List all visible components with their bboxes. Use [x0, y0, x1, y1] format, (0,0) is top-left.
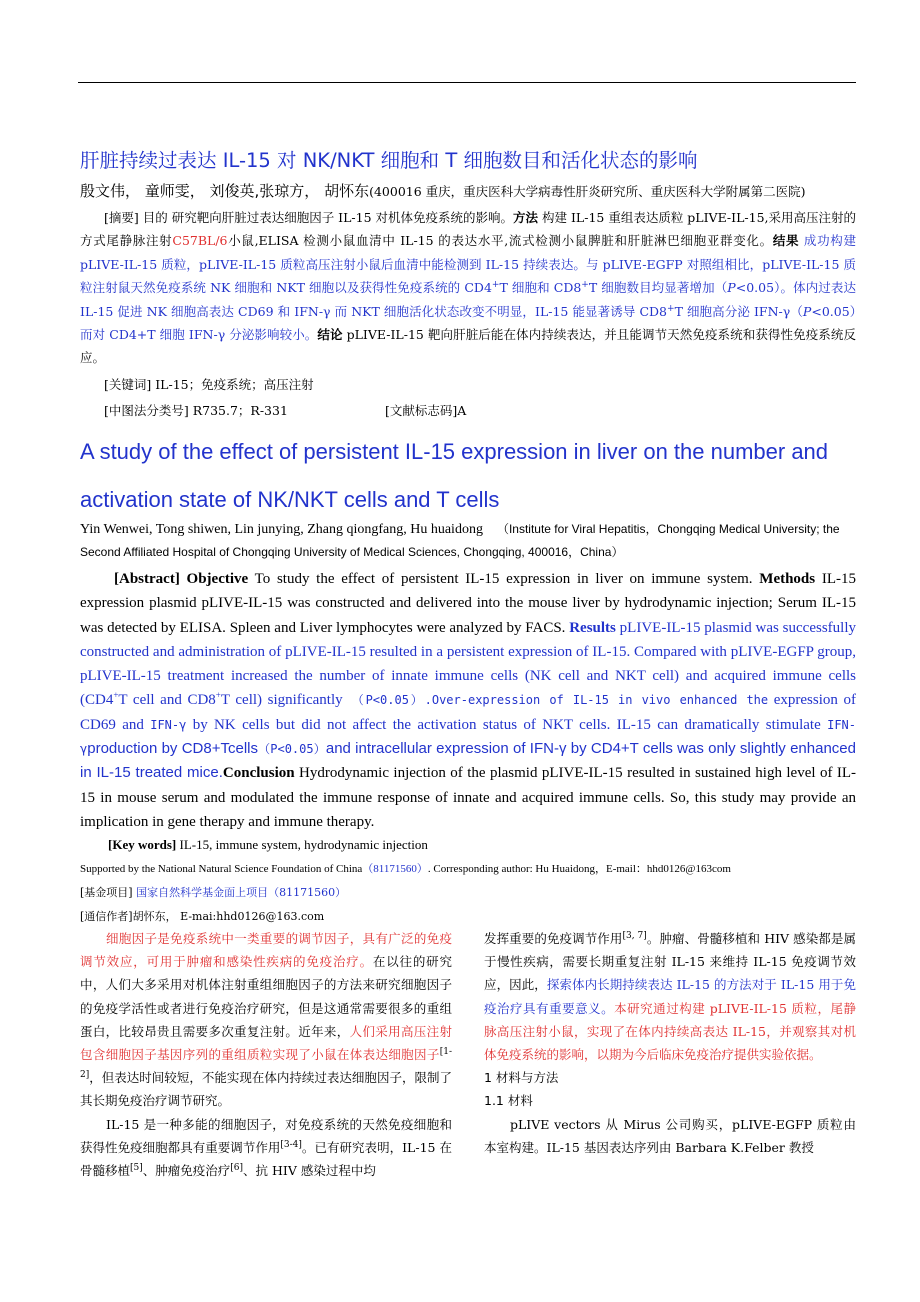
authors-english: [80, 518, 858, 564]
authors-en-names: Yin Wenwei, Tong shiwen, Lin junying, Zhang qiongfang, Hu huaidong: [80, 522, 483, 537]
support-corresponding: . Corresponding author: Hu Huaidong，E-mail：hhd0126@163com: [427, 863, 731, 875]
abstract-cn-aim: 研究靶向肝脏过表达细胞因子 IL-15 对机体免疫系统的影响。: [167, 210, 514, 225]
abstract-cn-results-6: <0.05）而对 CD4+T 细胞 IFN-γ 分泌影响较小。: [80, 303, 856, 343]
abstract-cn-methods-2: 小鼠,ELISA 检测小鼠血清中 IL-15 的表达水平,流式检测小鼠脾脏和肝脏淋巴细胞亚群变化。: [227, 233, 773, 249]
right-col-p1-a: 发挥重要的免疫调节作用: [484, 931, 623, 946]
support-text: Supported by the National Natural Science Foundation of China: [80, 863, 363, 875]
correspondence-line: [通信作者]胡怀东， E-mai:hhd0126@163.com: [80, 910, 325, 923]
left-col-p2-c: 、肿瘤免疫治疗: [142, 1163, 231, 1179]
left-col-p2-a: IL-15 是一种多能的细胞因子，对免疫系统的天然免疫细胞和获得性免疫细胞都具有重要调节作用: [80, 1116, 452, 1155]
doc-code-cn: [文献标志码]A: [385, 403, 467, 418]
abstract-en-results-10: （P<0.05）: [258, 742, 326, 757]
abstract-cn-results-4: <0.05）。体内过表达 IL-15 促进 NK 细胞高表达 CD69 和 IFN-γ 而 NKT 细胞活化状态改变不明显，IL-15 能显著诱导 CD8: [80, 280, 856, 319]
section-heading-1-1: 1.1 材料: [484, 1093, 533, 1109]
title-en-line-1: A study of the effect of persistent IL-15 expression in liver on the number and: [80, 439, 829, 464]
abstract-cn-results-5: T 细胞高分泌 IFN-γ（: [674, 303, 803, 319]
abstract-cn-results-3: T 细胞数目均显著增加（: [588, 280, 728, 296]
abstract-cn-results: 成功构建 pLIVE-IL-15 质粒，pLIVE-IL-15 质粒高压注射小鼠后血清中能检测到 IL-15 持续表达。与 pLIVE-EGFP 对照组相比，pLIVE-IL-15 质粒注射鼠天然免疫系统 NK 细胞和 NKT 细胞以及获得性免疫系统的 CD4+T 细胞和 CD8+T 细胞数目均显著增加（P<0.05）。体内过表达 IL-15 促进 NK 细胞高表达 CD69 和 IFN-γ 而 NKT 细胞活化状态改变不明显，IL-15 能显著诱导 CD8+T 细胞高分泌 IFN-γ（P<0.05）而对 CD4+T 细胞 IFN-γ 分泌影响较小。: [80, 233, 856, 343]
abstract-cn-results-1: 成功构建 pLIVE-IL-15 质粒，pLIVE-IL-15 质粒高压注射小鼠后血清中能检测到 IL-15 持续表达。与 pLIVE-EGFP 对照组相比，pLIVE-IL-15 质粒注射鼠天然免疫系统 NK 细胞和 NKT 细胞以及获得性免疫系统的 CD4: [80, 233, 856, 296]
abstract-en-conclusion-label: Conclusion: [222, 765, 295, 782]
abstract-cn-methods: 构建 IL-15 重组表达质粒 pLIVE-IL-15,采用高压注射的方式尾静脉注射: [80, 210, 856, 249]
abstract-cn-methods-label: 方法: [513, 210, 539, 225]
abstract-en-results-7: by NK cells but did not affect the activation status of NKT cells. IL-15 can dramatically stimulate: [186, 716, 828, 733]
abstract-en-objective: To study the effect of persistent IL-15 expression in liver on immune system.: [248, 571, 760, 587]
title-chinese: 肝脏持续过表达 IL-15 对 NK/NKT 细胞和 T 细胞数目和活化状态的影响: [80, 149, 698, 172]
abstract-en-results-4: （P<0.05）.Over-expression of IL-15 in vivo enhanced the: [342, 693, 769, 708]
title-english: [80, 428, 860, 524]
fund-value: 国家自然科学基金面上项目（81171560）: [136, 886, 347, 899]
left-col-ref-4: [6]: [230, 1162, 244, 1173]
right-col-p1-b: 。肿瘤、骨髓移植和 HIV 感染都是属于慢性疾病，需要长期重复注射 IL-15 来维持 IL-15 免疫调节效应，因此，: [484, 931, 856, 993]
left-col-p1-b: ，但表达时间较短，不能实现在体内持续过表达细胞因子，限制了其长期免疫治疗调节研究。: [80, 1070, 452, 1109]
affiliation-en-2: the Second Affiliated Hospital of Chongqing University of Medical Sciences: [80, 522, 840, 559]
fund-line: [80, 884, 346, 900]
section-heading-1: 1 材料与方法: [484, 1070, 559, 1086]
abstract-en-methods-label: Methods: [759, 571, 816, 587]
abstract-en-ifn-1: IFN-γ: [150, 717, 187, 732]
header-rule: [78, 82, 856, 83]
abstract-en-results: pLIVE-IL-15 plasmid was successfully constructed and administration of pLIVE-IL-15 resulted in a persistent expression of IL-15. Compared with pLIVE-EGFP group, pLIVE-IL-15 treatment increased the number of innate immune cells (NK cell and NKT cell) and acquired immune cells (CD4+T cell and CD8+T cell) significantly （P<0.05）.Over-expression of IL-15 in vivo enhanced the expression of CD69 and IFN-γ by NK cells but did not affect the activation status of NKT cells. IL-15 can dramatically stimulate IFN-γproduction by CD8+Tcells（P<0.05）and intracellular expression of IFN-γ by CD4+T cells was only slightly enhanced in IL-15 treated mice.: [80, 619, 856, 782]
support-grant: （81171560）: [362, 863, 428, 875]
left-col-p2-b: 。已有研究表明，IL-15 在骨髓移植: [80, 1139, 452, 1179]
left-col-ref-3: [5]: [130, 1162, 143, 1173]
right-col-p1-blue: 探索体内长期持续表达 IL-15 的方法对于 IL-15 用于免疫治疗具有重要意义。: [484, 977, 856, 1016]
abstract-en-results-9: production by CD8+Tcells: [87, 740, 258, 758]
fund-label: [基金项目]: [80, 886, 137, 899]
abstract-cn-p: P: [727, 280, 736, 296]
abstract-en-results-2: T cell and CD8: [118, 692, 216, 709]
abstract-en-results-11: and intracellular expression of IFN-γ by CD4+T cells was only slightly enhanced in IL-15 treated mice.: [80, 740, 856, 782]
abstract-cn-results-2: T 细胞和 CD8: [499, 280, 582, 296]
right-col-ref: [3, 7]: [622, 930, 647, 941]
abstract-cn-strain: C57BL/6: [172, 233, 228, 249]
abstract-cn-label: [摘要] 目的: [104, 210, 168, 225]
left-col-ref: [1-2]: [80, 1046, 452, 1081]
abstract-cn-p-2: P: [802, 303, 812, 319]
abstract-en-objective-label: Objective: [186, 571, 249, 587]
right-col-p1-red: 本研究通过构建 pLIVE-IL-15 质粒，尾静脉高压注射小鼠，实现了在体内持续高表达 IL-15，并观察其对机体免疫系统的影响，以期为今后临床免疫治疗提供实验依据。: [484, 1000, 856, 1063]
abstract-en-results-1: pLIVE-IL-15 plasmid was successfully constructed and administration of pLIVE-IL-15 resulted in a persistent expression of IL-15. Compared with pLIVE-EGFP group, pLIVE-IL-15 treatment increased the number of innate immune cells (NK cell and NKT cell) and acquired immune cells (CD4: [80, 619, 856, 709]
abstract-en-results-3: T cell) significantly: [220, 692, 343, 709]
abstract-en-results-label: Results: [569, 619, 616, 636]
left-column: [80, 927, 452, 1182]
abstract-cn-conclusion: pLIVE-IL-15 靶向肝脏后能在体内持续表达，并且能调节天然免疫系统和获得性免疫系统反应。: [80, 327, 856, 366]
authors-chinese: [80, 180, 806, 201]
abstract-en-methods: IL-15 expression plasmid pLIVE-IL-15 was constructed and delivered into the mouse liver by hydrodynamic injection; Serum IL-15 was detected by ELISA. Spleen and Liver lymphocytes were analyzed by FACS.: [80, 571, 856, 636]
keywords-cn: [关键词] IL-15；免疫系统；高压注射: [104, 377, 314, 392]
clc-cn: [中图法分类号] R735.7；R-331: [104, 403, 288, 418]
abstract-en-conclusion: Hydrodynamic injection of the plasmid pLIVE-IL-15 resulted in sustained high level of IL-15 in mouse serum and modulated the immune response of innate and acquired immune cells. So, this study may provide an implication in gene therapy and immune therapy.: [80, 765, 857, 830]
support-line: [80, 860, 731, 876]
authors-cn-names: 殷文伟， 童师雯， 刘俊英,张琼方， 胡怀东: [80, 182, 370, 200]
abstract-en-ifn-2: IFN-γ: [80, 717, 856, 757]
affiliation-en-3: , Chongqing, 400016，China）: [456, 545, 624, 559]
abstract-english: [80, 567, 856, 834]
right-column: [484, 927, 856, 1159]
left-col-p1-red: 细胞因子是免疫系统中一类重要的调节因子，具有广泛的免疫调节效应，可用于肿瘤和感染性疾病的免疫治疗。: [80, 931, 452, 970]
abstract-en-label: [Abstract]: [114, 571, 187, 587]
keywords-en-label: [Key words]: [108, 837, 177, 852]
keywords-english: [80, 833, 856, 857]
abstract-cn-results-label: 结果: [772, 233, 800, 249]
affiliation-en-1: （Institute for Viral Hepatitis，Chongqing Medical University;: [496, 522, 820, 536]
abstract-en-results-5: expression of CD69 and: [80, 692, 856, 733]
left-col-ref-2: [3-4]: [280, 1139, 302, 1150]
right-col-p2: pLIVE vectors 从 Mirus 公司购买，pLIVE-EGFP 质粒由本室构建。IL-15 基因表达序列由 Barbara K.Felber 教授: [484, 1116, 856, 1155]
left-col-p1-a: 在以往的研究中，人们大多采用对机体注射重组细胞因子的方法来研究细胞因子的免疫学活性或者进行免疫治疗研究，但是这通常需要很多的重组蛋白，比较昂贵且需要多次重复注射。近年来，: [80, 954, 452, 1039]
keywords-en: IL-15, immune system, hydrodynamic injection: [176, 837, 428, 852]
affiliation-cn: (400016 重庆，重庆医科大学病毒性肝炎研究所、重庆医科大学附属第二医院): [369, 184, 806, 199]
abstract-cn-conclusion-label: 结论: [317, 327, 343, 343]
left-col-p2-d: 、抗 HIV 感染过程中均: [243, 1163, 376, 1179]
left-col-p1-red2: 人们采用高压注射包含细胞因子基因序列的重组质粒实现了小鼠在体表达细胞因子: [80, 1023, 452, 1063]
title-en-line-2: activation state of NK/NKT cells and T cells: [80, 487, 500, 512]
abstract-chinese: [80, 206, 856, 370]
